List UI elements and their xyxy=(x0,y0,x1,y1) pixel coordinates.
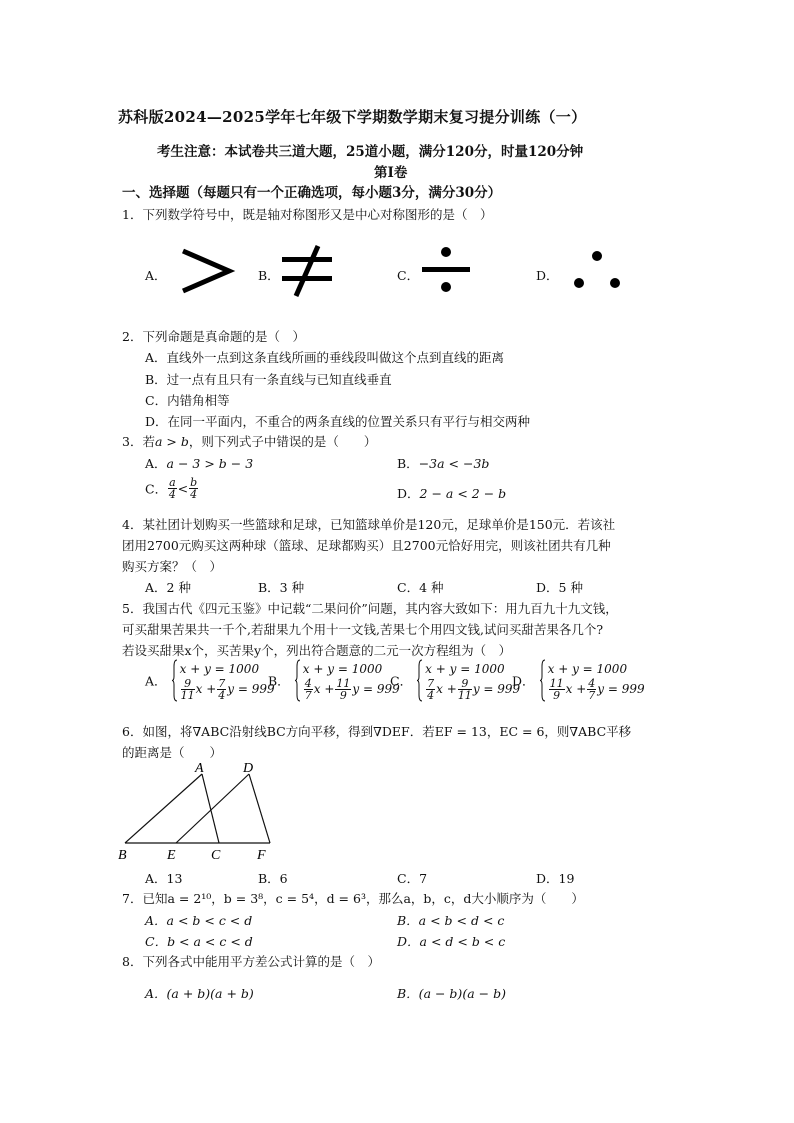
q5-c-label: C． xyxy=(390,673,413,689)
segment-ba xyxy=(125,774,202,843)
fraction xyxy=(217,678,226,701)
q3-option-b xyxy=(397,454,489,472)
y-term: y = 999 xyxy=(227,682,275,696)
q3-d-label: D． xyxy=(397,486,420,501)
numerator: 7 xyxy=(427,677,435,690)
denominator: 7 xyxy=(588,689,596,702)
equation-1: x + y = 1000 xyxy=(179,662,260,676)
numerator: 9 xyxy=(181,678,195,690)
question-5-line-2: 可买甜果苦果共一千个,若甜果九个用十一文钱,苦果七个用四文钱,试问买甜苦果各几个? xyxy=(122,622,604,637)
question-7-stem: 7．已知a = 2¹⁰，b = 3⁸，c = 5⁴，d = 6³，那么a，b，c，d大小顺序为（ ） xyxy=(122,891,584,906)
section-heading: 一、选择题（每题只有一个正确选项，每小题3分，满分30分） xyxy=(122,185,502,201)
question-6-line-2: 的距离是（ ） xyxy=(122,745,223,760)
fraction xyxy=(304,678,313,701)
equation-2 xyxy=(303,678,400,701)
denominator: 4 xyxy=(218,689,226,702)
point-c-label: C xyxy=(211,848,221,863)
q3-b-label: B． xyxy=(397,456,419,471)
q3-option-a xyxy=(145,454,253,472)
q3-option-d xyxy=(397,484,506,502)
fraction xyxy=(426,678,435,701)
point-f-label: F xyxy=(257,848,266,863)
q1-option-d-label: D． xyxy=(536,268,559,283)
q2-option-b: B．过一点有且只有一条直线与已知直线垂直 xyxy=(145,372,392,387)
q3-c-label: C． xyxy=(145,481,168,497)
q5-b-label: B． xyxy=(268,673,290,689)
equation-1: x + y = 1000 xyxy=(302,662,383,676)
fraction xyxy=(549,678,565,701)
point-b-label: B xyxy=(118,848,127,863)
q1-option-b-label: B． xyxy=(258,268,280,283)
q8-option-b: B．(a − b)(a − b) xyxy=(397,986,506,1001)
denominator: 4 xyxy=(427,689,435,702)
x-term: x + xyxy=(565,682,587,696)
q5-option-a xyxy=(145,660,275,701)
numerator: 11 xyxy=(336,677,351,690)
brace-icon xyxy=(172,660,178,701)
q3-b-expr: −3a < −3b xyxy=(418,456,490,471)
numerator: 7 xyxy=(218,677,226,690)
fraction xyxy=(587,678,596,701)
question-6-line-1: 6．如图，将∇ABC沿射线BC方向平移，得到∇DEF．若EF = 13，EC = 6，则∇ABC平移 xyxy=(122,724,632,739)
question-8-stem: 8．下列各式中能用平方差公式计算的是（ ） xyxy=(122,954,380,969)
q7-option-c: C．b < a < c < d xyxy=(145,934,253,949)
not-equal-icon xyxy=(280,243,334,299)
q3-stem-pre: 3．若 xyxy=(122,434,155,449)
denominator: 11 xyxy=(180,689,195,702)
question-3-stem xyxy=(122,432,376,450)
fraction xyxy=(181,678,195,701)
question-5-line-3: 若设买甜果x个，买苦果y个，列出符合题意的二元一次方程组为（ ） xyxy=(122,643,512,658)
volume-label: 第Ⅰ卷 xyxy=(374,165,408,181)
less-than-symbol: < xyxy=(177,481,189,496)
q4-option-d: D．5 种 xyxy=(536,580,583,595)
question-2-stem: 2．下列命题是真命题的是（ ） xyxy=(122,329,305,344)
q3-stem-math: a > b xyxy=(154,434,189,449)
brace-icon xyxy=(417,660,423,701)
divide-icon xyxy=(420,244,472,296)
translation-figure xyxy=(115,760,285,865)
q3-stem-post: ，则下列式子中错误的是（ ） xyxy=(188,434,377,449)
fraction xyxy=(168,477,177,500)
numerator: 11 xyxy=(549,677,564,690)
question-1-stem: 1．下列数学符号中，既是轴对称图形又是中心对称图形的是（ ） xyxy=(122,207,493,222)
equation-system xyxy=(295,660,400,701)
q5-d-label: D． xyxy=(512,673,535,689)
greater-than-icon xyxy=(180,247,232,295)
denominator: 7 xyxy=(304,689,312,702)
q3-d-expr: 2 − a < 2 − b xyxy=(419,486,507,501)
question-5-line-1: 5．我国古代《四元玉鉴》中记载“二果问价”问题，其内容大致如下：用九百九十九文钱， xyxy=(122,601,618,616)
equation-2 xyxy=(425,678,520,701)
equation-system xyxy=(540,660,645,701)
therefore-icon xyxy=(572,250,622,290)
segment-ed xyxy=(176,774,249,843)
q4-option-a: A．2 种 xyxy=(145,580,191,595)
q5-option-d xyxy=(512,660,645,701)
q7-option-d: D．a < d < b < c xyxy=(397,934,506,949)
fraction xyxy=(335,678,351,701)
equation-system xyxy=(417,660,520,701)
q2-option-a: A．直线外一点到这条直线所画的垂线段叫做这个点到直线的距离 xyxy=(145,350,505,365)
segment-ac xyxy=(202,774,219,843)
brace-icon xyxy=(540,660,546,701)
q2-option-c: C．内错角相等 xyxy=(145,393,230,408)
q4-option-c: C．4 种 xyxy=(397,580,444,595)
q1-option-c-label: C． xyxy=(397,268,420,283)
q6-option-c: C．7 xyxy=(397,871,428,886)
q5-a-label: A． xyxy=(145,673,167,689)
equation-1: x + y = 1000 xyxy=(425,662,505,676)
q8-option-a: A．(a + b)(a + b) xyxy=(145,986,254,1001)
q3-a-label: A． xyxy=(145,456,167,471)
denominator: 11 xyxy=(457,689,472,702)
q5-option-c xyxy=(390,660,520,701)
segment-df xyxy=(249,774,270,843)
y-term: y = 999 xyxy=(352,682,400,696)
denominator: 4 xyxy=(168,488,176,501)
numerator: a xyxy=(169,476,176,489)
fraction xyxy=(458,678,472,701)
q2-option-d: D．在同一平面内，不重合的两条直线的位置关系只有平行与相交两种 xyxy=(145,414,531,429)
x-term: x + xyxy=(313,682,335,696)
point-e-label: E xyxy=(167,848,176,863)
equation-system xyxy=(172,660,275,701)
numerator: 4 xyxy=(588,677,596,690)
denominator: 9 xyxy=(553,689,561,702)
question-4-line-1: 4．某社团计划购买一些篮球和足球，已知篮球单价是120元，足球单价是150元．若该社 xyxy=(122,517,616,532)
q4-option-b: B．3 种 xyxy=(258,580,305,595)
exam-notice: 考生注意：本试卷共三道大题，25道小题，满分120分，时量120分钟 xyxy=(157,144,584,160)
point-a-label: A xyxy=(195,761,204,776)
numerator: 9 xyxy=(458,678,472,690)
q3-option-c xyxy=(145,477,199,500)
x-term: x + xyxy=(436,682,457,696)
q1-option-a-label: A． xyxy=(145,268,167,283)
y-term: y = 999 xyxy=(597,682,645,696)
x-term: x + xyxy=(195,682,217,696)
q3-a-expr: a − 3 > b − 3 xyxy=(166,456,254,471)
equation-1: x + y = 1000 xyxy=(547,662,628,676)
denominator: 9 xyxy=(339,689,347,702)
q6-option-a: A．13 xyxy=(145,871,183,886)
q7-option-b: B．a < b < d < c xyxy=(397,913,505,928)
q5-option-b xyxy=(268,660,400,701)
denominator: 4 xyxy=(190,488,198,501)
question-4-line-3: 购买方案？（ ） xyxy=(122,559,223,574)
numerator: 4 xyxy=(304,677,312,690)
fraction xyxy=(189,477,198,500)
question-4-line-2: 团用2700元购买这两种球（篮球、足球都购买）且2700元恰好用完，则该社团共有几种 xyxy=(122,538,611,553)
equation-2 xyxy=(548,678,645,701)
y-term: y = 999 xyxy=(472,682,521,696)
page-title: 苏科版2024—2025学年七年级下学期数学期末复习提分训练（一） xyxy=(118,108,587,126)
q6-option-d: D．19 xyxy=(536,871,575,886)
brace-icon xyxy=(295,660,301,701)
q7-option-a: A．a < b < c < d xyxy=(145,913,253,928)
equation-2 xyxy=(180,678,275,701)
point-d-label: D xyxy=(243,761,254,776)
q6-option-b: B．6 xyxy=(258,871,288,886)
numerator: b xyxy=(190,476,198,489)
